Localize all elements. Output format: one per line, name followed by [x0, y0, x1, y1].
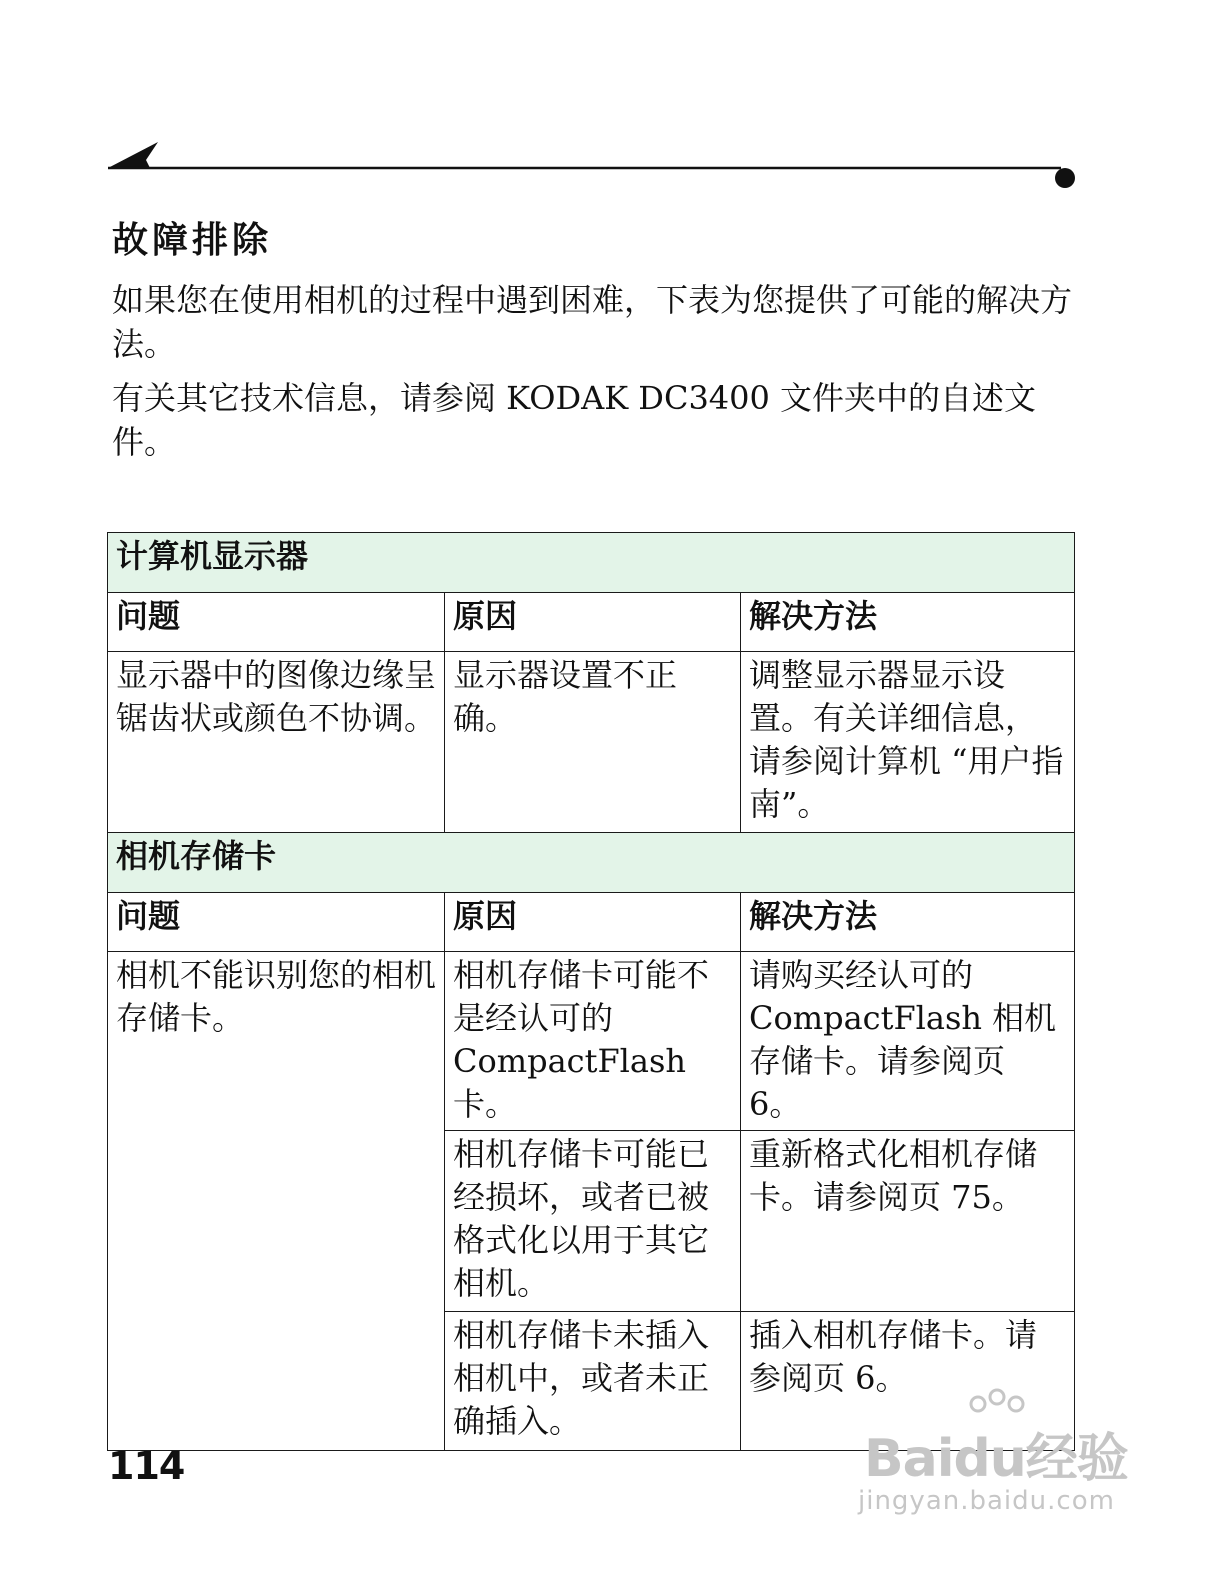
intro-paragraph: 如果您在使用相机的过程中遇到困难，下表为您提供了可能的解决方法。: [112, 281, 1073, 363]
cause-cell: 相机存储卡可能已经损坏，或者已被格式化以用于其它相机。: [445, 1131, 741, 1312]
column-header-cause: 原因: [445, 593, 741, 652]
cause-cell: 相机存储卡未插入相机中，或者未正确插入。: [445, 1312, 741, 1451]
section-title: 计算机显示器: [108, 533, 1075, 593]
cause-cell: 显示器设置不正确。: [445, 652, 741, 833]
solution-cell: 调整显示器显示设置。有关详细信息，请参阅计算机 “用户指南”。: [741, 652, 1075, 833]
troubleshooting-table: [107, 532, 1075, 1451]
column-header-solution: 解决方法: [741, 893, 1075, 952]
column-header-problem: 问题: [108, 593, 445, 652]
info-paragraph: 有关其它技术信息，请参阅 KODAK DC3400 文件夹中的自述文件。: [112, 379, 1037, 461]
table-row: [108, 952, 1075, 1131]
header-row: [108, 893, 1075, 952]
watermark-url: jingyan.baidu.com: [858, 1486, 1115, 1516]
problem-cell: 显示器中的图像边缘呈锯齿状或颜色不协调。: [108, 652, 445, 833]
section-title: 相机存储卡: [108, 833, 1075, 893]
page-number: 114: [108, 1444, 185, 1488]
cause-cell: 相机存储卡可能不是经认可的 CompactFlash 卡。: [445, 952, 741, 1131]
column-header-problem: 问题: [108, 893, 445, 952]
problem-cell: 相机不能识别您的相机存储卡。: [108, 952, 445, 1451]
header-rule: [106, 138, 1081, 192]
header-row: [108, 593, 1075, 652]
section-row-card: [108, 833, 1075, 893]
solution-cell: 请购买经认可的 CompactFlash 相机存储卡。请参阅页 6。: [741, 952, 1075, 1131]
section-row-monitor: [108, 533, 1075, 593]
table-row: [108, 652, 1075, 833]
solution-cell: 重新格式化相机存储卡。请参阅页 75。: [741, 1131, 1075, 1312]
page-title: 故障排除: [112, 220, 273, 261]
solution-cell: 插入相机存储卡。请参阅页 6。: [741, 1312, 1075, 1451]
column-header-cause: 原因: [445, 893, 741, 952]
watermark-logo: Baidu经验: [864, 1429, 1128, 1489]
column-header-solution: 解决方法: [741, 593, 1075, 652]
baidu-watermark: [858, 1388, 1148, 1528]
